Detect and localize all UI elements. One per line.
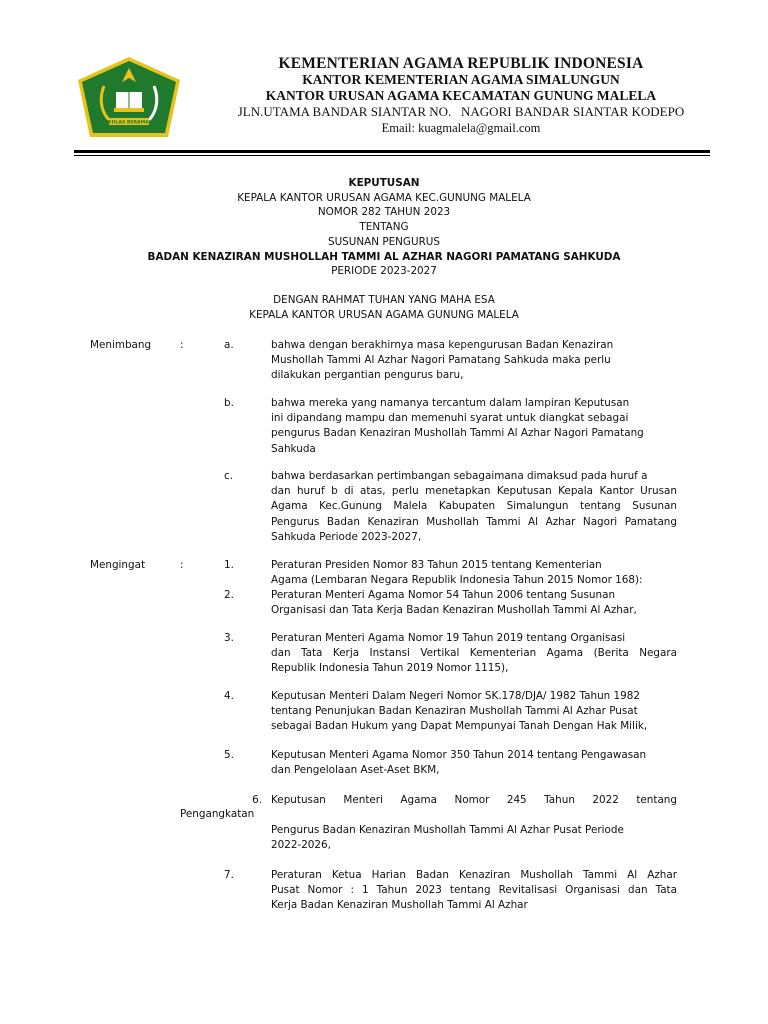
menimbang-label: Menimbang (90, 339, 152, 351)
ministry-name: KEMENTERIAN AGAMA REPUBLIK INDONESIA (278, 55, 644, 72)
text-line: sebagai Badan Hukum yang Dapat Mempunyai Tanah Dengan Hak Milik, (271, 720, 648, 733)
text-line: Pengurus Badan Kenaziran Mushollah Tammi Al Azhar Pusat Periode (271, 824, 624, 836)
mengingat-marker-4: 4. (224, 690, 234, 702)
book-stand-icon (114, 108, 144, 112)
text-line: Pusat Nomor : 1 Tahun 2023 tentang Revitalisasi Organisasi dan Tata (271, 884, 677, 897)
text-line: dan huruf b di atas, perlu menetapkan Keputusan Kepala Kantor Urusan (271, 485, 677, 498)
text-line: Sahkuda Periode 2023-2027, (271, 530, 422, 543)
text-line: 2022-2026, (271, 839, 331, 852)
office-address: JLN.UTAMA BANDAR SIANTAR NO. NAGORI BANDAR SIANTAR KODEPO (237, 104, 685, 119)
text-line: Agama (Lembaran Negara Republik Indonesia Tahun 2015 Nomor 168): (271, 574, 643, 587)
decree-title: KEPUTUSAN (348, 177, 420, 189)
mengingat-marker-1: 1. (224, 559, 234, 571)
office-email: Email: kuagmalela@gmail.com (381, 121, 541, 135)
preamble-line-2: KEPALA KANTOR URUSAN AGAMA GUNUNG MALELA (249, 308, 519, 321)
mengingat-item-4 (271, 689, 677, 735)
text-line: dan Tata Kerja Instansi Vertikal Kementerian Agama (Berita Negara (271, 647, 677, 660)
mengingat-marker-2: 2. (224, 589, 234, 601)
regional-office-name: KANTOR KEMENTERIAN AGAMA SIMALUNGUN (302, 72, 620, 87)
text-line: pengurus Badan Kenaziran Mushollah Tammi Al Azhar Nagori Pamatang (271, 427, 644, 440)
letterhead-divider-thin (74, 155, 710, 156)
mengingat-item-5 (271, 748, 677, 778)
text-line: dilakukan pergantian pengurus baru, (271, 369, 464, 382)
district-office-name: KANTOR URUSAN AGAMA KECAMATAN GUNUNG MALELA (265, 88, 657, 103)
mengingat-marker-6: 6. (252, 794, 262, 806)
text-line: Agama Kec.Gunung Malela Kabupaten Simalungun tentang Susunan (271, 500, 677, 513)
mengingat-item-2 (271, 588, 677, 618)
text-line: Kerja Badan Kenaziran Mushollah Tammi Al Azhar (271, 899, 528, 912)
text-line: dan Pengelolaan Aset-Aset BKM, (271, 764, 440, 777)
menimbang-marker-c: c. (224, 470, 234, 482)
menimbang-marker-a: a. (224, 339, 234, 351)
menimbang-item-c (271, 469, 677, 545)
mengingat-colon: : (180, 559, 184, 571)
mengingat-item-6-continued (271, 823, 677, 853)
text-line: Mushollah Tammi Al Azhar Nagori Pamatang Sahkuda maka perlu (271, 354, 611, 367)
decree-issuer: KEPALA KANTOR URUSAN AGAMA KEC.GUNUNG MALELA (237, 191, 531, 204)
decree-number: NOMOR 282 TAHUN 2023 (317, 206, 451, 219)
letterhead-divider-thick (74, 150, 710, 153)
decree-heading (90, 176, 678, 279)
text-line: Peraturan Ketua Harian Badan Kenaziran Mushollah Tammi Al Azhar (271, 869, 677, 881)
text-line: Keputusan Menteri Agama Nomor 350 Tahun 2014 tentang Pengawasan (271, 749, 647, 761)
mengingat-marker-7: 7. (224, 869, 234, 881)
mengingat-label: Mengingat (90, 559, 146, 571)
decree-period: PERIODE 2023-2027 (331, 265, 437, 278)
text-line: Keputusan Menteri Dalam Negeri Nomor SK.178/DJA/ 1982 Tahun 1982 (271, 690, 640, 702)
text-line: ini dipandang mampu dan memenuhi syarat untuk diangkat sebagai (271, 412, 629, 425)
mengingat-item-1 (271, 558, 677, 588)
mengingat-marker-5: 5. (224, 749, 234, 761)
text-line: Republik Indonesia Tahun 2019 Nomor 1115), (271, 662, 509, 675)
text-line: tentang Penunjukan Badan Kenaziran Mushollah Tammi Al Azhar Pusat (271, 705, 638, 718)
text-line: Peraturan Presiden Nomor 83 Tahun 2015 tentang Kementerian (271, 559, 602, 571)
mengingat-marker-3: 3. (224, 632, 234, 644)
mengingat-item-6-line: Keputusan Menteri Agama Nomor 245 Tahun 2022 tentang (271, 794, 677, 806)
text-line: bahwa berdasarkan pertimbangan sebagaimana dimaksud pada huruf a (271, 470, 648, 482)
preamble (90, 293, 678, 322)
text-line: Peraturan Menteri Agama Nomor 19 Tahun 2019 tentang Organisasi (271, 632, 626, 644)
mengingat-item-3 (271, 631, 677, 677)
mengingat-item-6-overflow: Pengangkatan (180, 808, 255, 820)
menimbang-item-b (271, 396, 677, 457)
menimbang-marker-b: b. (224, 397, 234, 409)
text-line: Organisasi dan Tata Kerja Badan Kenaziran Mushollah Tammi Al Azhar, (271, 604, 637, 617)
text-line: Peraturan Menteri Agama Nomor 54 Tahun 2006 tentang Susunan (271, 589, 616, 601)
text-line: bahwa dengan berakhirnya masa kepengurusan Badan Kenaziran (271, 339, 614, 351)
mengingat-item-7 (271, 868, 677, 914)
logo-motto: IKHLAS BERAMAL (106, 120, 152, 126)
menimbang-item-a (271, 338, 677, 384)
preamble-line-1: DENGAN RAHMAT TUHAN YANG MAHA ESA (273, 294, 495, 306)
text-line: Sahkuda (271, 442, 316, 455)
text-line: Pengurus Badan Kenaziran Mushollah Tammi Al Azhar Nagori Pamatang (271, 515, 677, 528)
ministry-of-religious-affairs-logo (76, 56, 182, 138)
letterhead (196, 55, 726, 136)
text-line: bahwa mereka yang namanya tercantum dalam lampiran Keputusan (271, 397, 630, 409)
decree-subject: SUSUNAN PENGURUS (327, 235, 441, 248)
decree-about: TENTANG (359, 221, 409, 234)
decree-body: BADAN KENAZIRAN MUSHOLLAH TAMMI AL AZHAR NAGORI PAMATANG SAHKUDA (147, 250, 621, 263)
menimbang-colon: : (180, 339, 184, 351)
